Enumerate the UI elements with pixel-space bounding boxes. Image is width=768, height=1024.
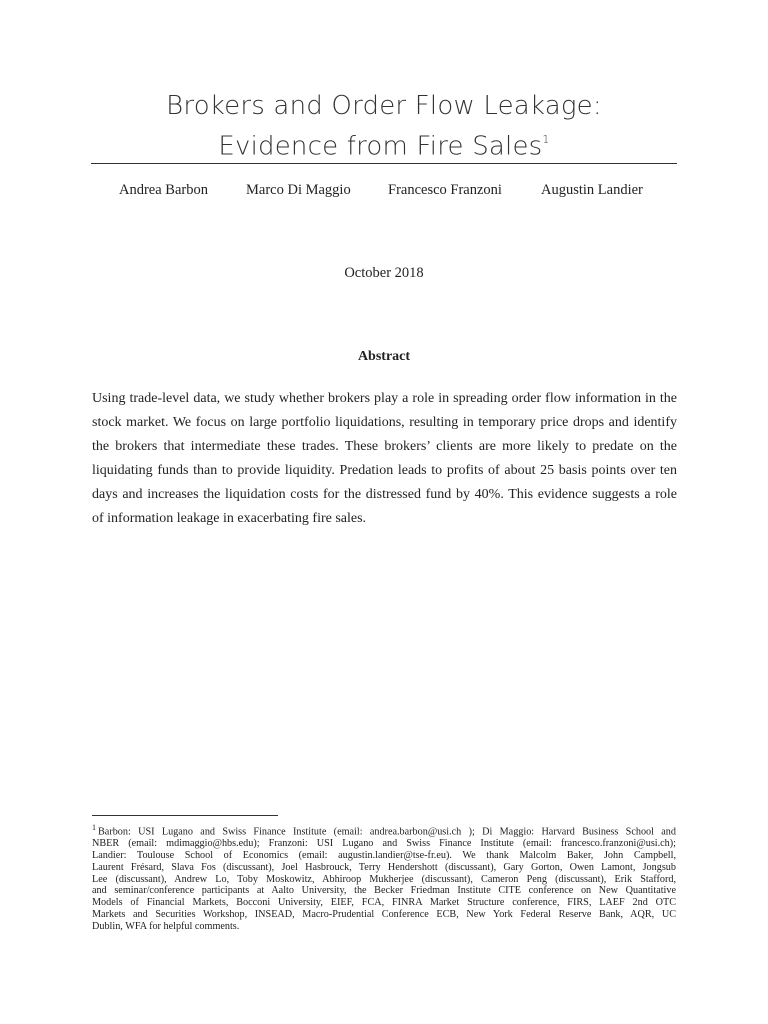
footnote-line: Laurent Frésard, Slava Fos (discussant), Joel Hasbrouck, Terry Hendershott (discussant), Gary Gorton, Owen Lamont, Jongsub bbox=[92, 861, 676, 873]
footnote-line bbox=[92, 822, 676, 838]
abstract-line: liquidating funds than to provide liquidity. Predation leads to profits of about 25 basis points over ten bbox=[92, 463, 677, 478]
footnote-line: Lee (discussant), Andrew Lo, Toby Moskowitz, Abhiroop Mukherjee (discussant), Cameron Peng (discussant), Erik Stafford, bbox=[92, 873, 676, 885]
footnote-line: Markets and Securities Workshop, INSEAD, Macro-Prudential Conference ECB, New York Federal Reserve Bank, AQR, UC bbox=[92, 908, 676, 920]
paper-date: October 2018 bbox=[344, 265, 424, 281]
footnote-line: Landier: Toulouse School of Economics (email: augustin.landier@tse-fr.eu). We thank Malcolm Baker, John Campbell, bbox=[92, 849, 676, 861]
abstract-line: days and increases the liquidation costs for the distressed fund by 40%. This evidence suggests a role bbox=[92, 487, 677, 502]
abstract-line: the brokers that intermediate these trades. These brokers’ clients are more likely to predate on the bbox=[92, 439, 677, 454]
abstract-body bbox=[92, 387, 677, 531]
title-rule bbox=[91, 163, 677, 164]
author-name: Marco Di Maggio bbox=[246, 182, 351, 198]
abstract-line: of information leakage in exacerbating fire sales. bbox=[92, 511, 367, 526]
author-name: Francesco Franzoni bbox=[388, 182, 502, 198]
footnote-line: Models of Financial Markets, Bocconi University, EIEF, FCA, FINRA Market Structure conference, FIRS, LAEF 2nd OTC bbox=[92, 897, 676, 909]
abstract-line: Using trade-level data, we study whether brokers play a role in spreading order flow information in the bbox=[92, 391, 677, 406]
title-footnote-mark[interactable]: 1 bbox=[542, 133, 550, 146]
footnote-line: Dublin, WFA for helpful comments. bbox=[92, 920, 240, 932]
title-line-2-text: Evidence from Fire Sales bbox=[218, 131, 543, 162]
paper-title bbox=[0, 88, 768, 165]
footnote-line-text: Barbon: USI Lugano and Swiss Finance Institute (email: andrea.barbon@usi.ch ); Di Maggio: Harvard Business School and bbox=[98, 826, 676, 838]
footnote-rule bbox=[92, 815, 278, 816]
title-line-1: Brokers and Order Flow Leakage: bbox=[166, 91, 602, 121]
footnote-line: NBER (email: mdimaggio@hbs.edu); Franzoni: USI Lugano and Swiss Finance Institute (email: francesco.franzoni@usi.ch); bbox=[92, 838, 676, 850]
abstract-line: stock market. We focus on large portfolio liquidations, resulting in temporary price drops and identify bbox=[92, 415, 677, 430]
footnote bbox=[92, 822, 676, 933]
footnote-line: and seminar/conference participants at Aalto University, the Becker Friedman Institute CITE conference on New Quantitative bbox=[92, 885, 676, 897]
author-name: Andrea Barbon bbox=[119, 182, 208, 198]
title-line-2 bbox=[0, 124, 768, 165]
author-name: Augustin Landier bbox=[541, 182, 643, 198]
abstract-heading: Abstract bbox=[357, 349, 411, 364]
footnote-mark: 1 bbox=[92, 823, 96, 832]
